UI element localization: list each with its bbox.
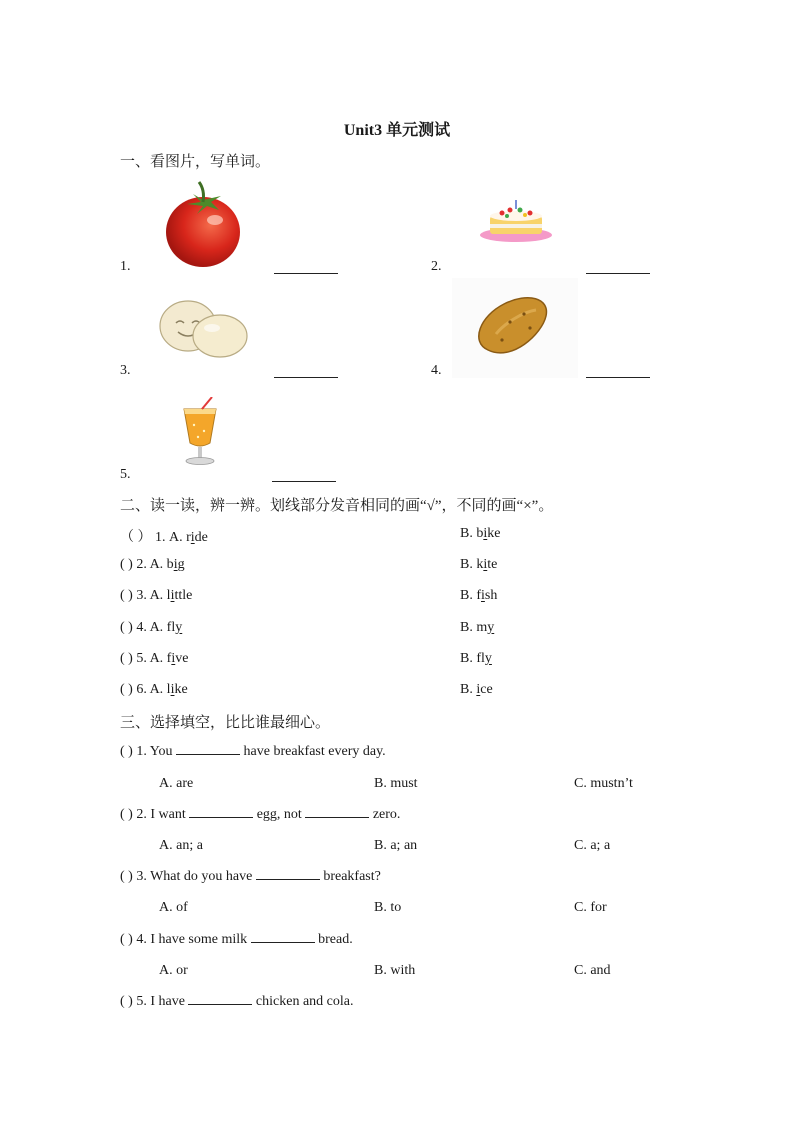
option-a: A. five	[149, 651, 189, 666]
answer-paren[interactable]: ( )	[120, 744, 133, 759]
s2-row-3	[120, 588, 192, 604]
s2-row-2-option-b: B. kite	[460, 557, 498, 572]
s2-row-6-option-b: B. ice	[460, 682, 493, 697]
row-number: 5.	[136, 651, 147, 666]
q4-option-b: B. with	[374, 963, 416, 978]
option-a: A. fly	[149, 620, 183, 635]
option-a: A. ride	[169, 530, 208, 545]
answer-blank-5[interactable]	[272, 481, 336, 482]
q4-option-a: A. or	[159, 963, 188, 978]
fill-blank[interactable]	[189, 817, 253, 818]
answer-paren[interactable]: ( )	[120, 682, 133, 697]
q4-option-c: C. and	[574, 963, 611, 978]
answer-paren[interactable]: （ ）	[120, 530, 152, 545]
answer-blank-3[interactable]	[274, 377, 338, 378]
s2-row-1	[120, 526, 208, 546]
s2-row-5	[120, 651, 188, 667]
item-4-number: 4.	[431, 363, 442, 378]
s2-row-6	[120, 682, 188, 698]
q2-option-a: A. an; a	[159, 838, 203, 853]
row-number: 2.	[136, 557, 147, 572]
item-3-number: 3.	[120, 363, 131, 378]
fill-blank[interactable]	[256, 879, 320, 880]
s2-row-2	[120, 557, 185, 573]
option-a: A. like	[149, 682, 188, 697]
q1-option-a: A. are	[159, 776, 194, 791]
juice-icon	[178, 397, 222, 467]
answer-paren[interactable]: ( )	[120, 651, 133, 666]
answer-blank-1[interactable]	[274, 273, 338, 274]
answer-blank-4[interactable]	[586, 377, 650, 378]
potato-icon	[452, 278, 578, 378]
answer-paren[interactable]: ( )	[120, 557, 133, 572]
s3-question-2: ( ) 2. I want egg, not zero.	[120, 807, 401, 822]
row-number: 6.	[136, 682, 147, 697]
s2-row-4	[120, 620, 182, 636]
q3-option-b: B. to	[374, 900, 402, 915]
item-1-number: 1.	[120, 259, 131, 274]
q3-option-a: A. of	[159, 900, 188, 915]
q2-option-b: B. a; an	[374, 838, 418, 853]
s2-row-1-option-b: B. bike	[460, 526, 501, 541]
q3-option-c: C. for	[574, 900, 607, 915]
row-number: 4.	[136, 620, 147, 635]
row-number: 3.	[136, 588, 147, 603]
s2-row-4-option-b: B. my	[460, 620, 495, 635]
q1-option-b: B. must	[374, 776, 418, 791]
section-1-heading: 一、看图片，写单词。	[120, 154, 271, 170]
option-a: A. little	[149, 588, 193, 603]
answer-blank-2[interactable]	[586, 273, 650, 274]
answer-paren[interactable]: ( )	[120, 620, 133, 635]
fill-blank[interactable]	[305, 817, 369, 818]
section-3-heading: 三、选择填空，比比谁最细心。	[120, 715, 331, 731]
page-title: Unit3 单元测试	[343, 122, 451, 139]
q1-option-c: C. mustn’t	[574, 776, 633, 791]
s3-question-4: ( ) 4. I have some milk bread.	[120, 932, 353, 947]
answer-paren[interactable]: ( )	[120, 807, 133, 822]
s2-row-5-option-b: B. fly	[460, 651, 492, 666]
cake-icon	[478, 198, 554, 244]
row-number: 1.	[155, 530, 166, 545]
s3-question-5: ( ) 5. I have chicken and cola.	[120, 994, 354, 1009]
s3-question-1: ( ) 1. You have breakfast every day.	[120, 744, 386, 759]
section-2-heading: 二、读一读，辨一辨。划线部分发音相同的画“√”，不同的画“×”。	[120, 498, 554, 514]
eggs-icon	[158, 298, 250, 360]
fill-blank[interactable]	[176, 754, 240, 755]
item-5-number: 5.	[120, 467, 131, 482]
answer-paren[interactable]: ( )	[120, 869, 133, 884]
s3-question-3: ( ) 3. What do you have breakfast?	[120, 869, 381, 884]
fill-blank[interactable]	[188, 1004, 252, 1005]
fill-blank[interactable]	[251, 942, 315, 943]
answer-paren[interactable]: ( )	[120, 994, 133, 1009]
answer-paren[interactable]: ( )	[120, 588, 133, 603]
q2-option-c: C. a; a	[574, 838, 611, 853]
answer-paren[interactable]: ( )	[120, 932, 133, 947]
s2-row-3-option-b: B. fish	[460, 588, 498, 603]
option-a: A. big	[149, 557, 185, 572]
item-2-number: 2.	[431, 259, 442, 274]
tomato-icon	[163, 180, 243, 270]
